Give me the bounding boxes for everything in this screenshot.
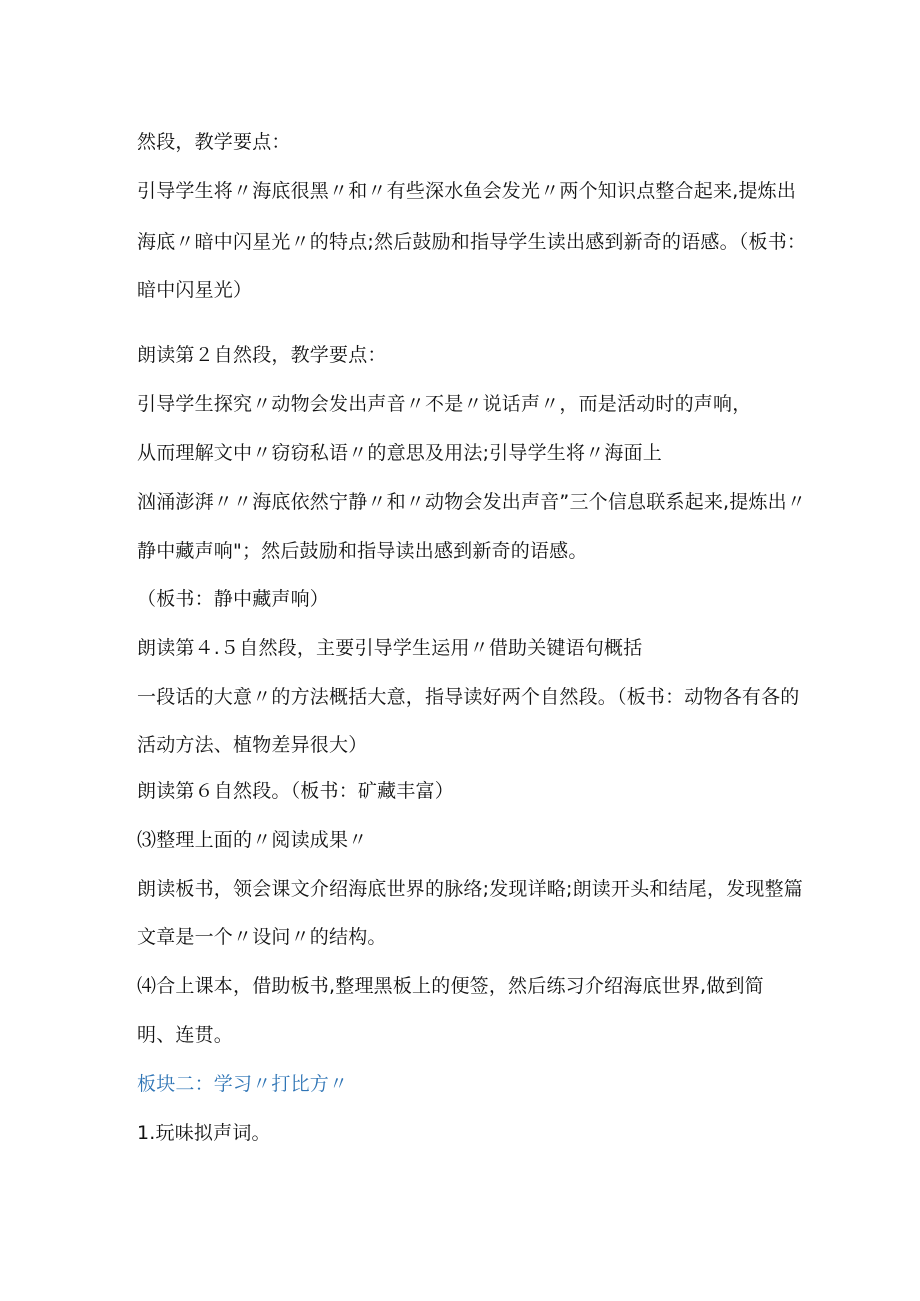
text-line: 引导学生探究〃动物会发出声音〃不是〃说话声〃，而是活动时的声响， — [137, 393, 752, 415]
text-line: 活动方法、植物差异很大） — [137, 734, 368, 756]
text-line: 引导学生将〃海底很黑〃和〃有些深水鱼会发光〃两个知识点整合起来,提炼出 — [137, 180, 797, 202]
text-line: 1.玩味拟声词。 — [137, 1122, 271, 1144]
text-line: 从而理解文中〃窃窃私语〃的意思及用法;引导学生将〃海面上 — [137, 442, 663, 464]
text-line: ⑶整理上面的〃阅读成果〃 — [137, 829, 368, 851]
text-line: 明、连贯。 — [137, 1024, 234, 1046]
text-line: ⑷合上课本，借助板书,整理黑板上的便签，然后练习介绍海底世界,做到简 — [137, 975, 764, 997]
text-line: 一段话的大意〃的方法概括大意，指导读好两个自然段。（板书：动物各有各的 — [137, 686, 800, 708]
text-line: 汹涌澎湃〃〃海底依然宁静〃和〃动物会发出声音”三个信息联系起来,提炼出〃 — [137, 491, 807, 513]
text-line: 暗中闪星光） — [137, 279, 253, 301]
text-line: 朗读第２自然段，教学要点： — [137, 344, 387, 366]
text-line: 静中藏声响"；然后鼓励和指导读出感到新奇的语感。 — [137, 540, 588, 562]
text-line: 朗读板书，领会课文介绍海底世界的脉络;发现详略;朗读开头和结尾，发现整篇 — [137, 878, 804, 900]
text-line: 朗读第４.５自然段，主要引导学生运用〃借助关键语句概括 — [137, 637, 643, 659]
text-line: 朗读第６自然段。（板书：矿藏丰富） — [137, 780, 454, 802]
text-line: 海底〃暗中闪星光〃的特点;然后鼓励和指导学生读出感到新奇的语感。（板书： — [137, 231, 807, 253]
text-line: 然段，教学要点： — [137, 131, 291, 153]
text-line: 文章是一个〃设问〃的结构。 — [137, 926, 387, 948]
section-heading: 板块二：学习〃打比方〃 — [137, 1073, 349, 1095]
text-line: （板书：静中藏声响） — [137, 588, 330, 610]
